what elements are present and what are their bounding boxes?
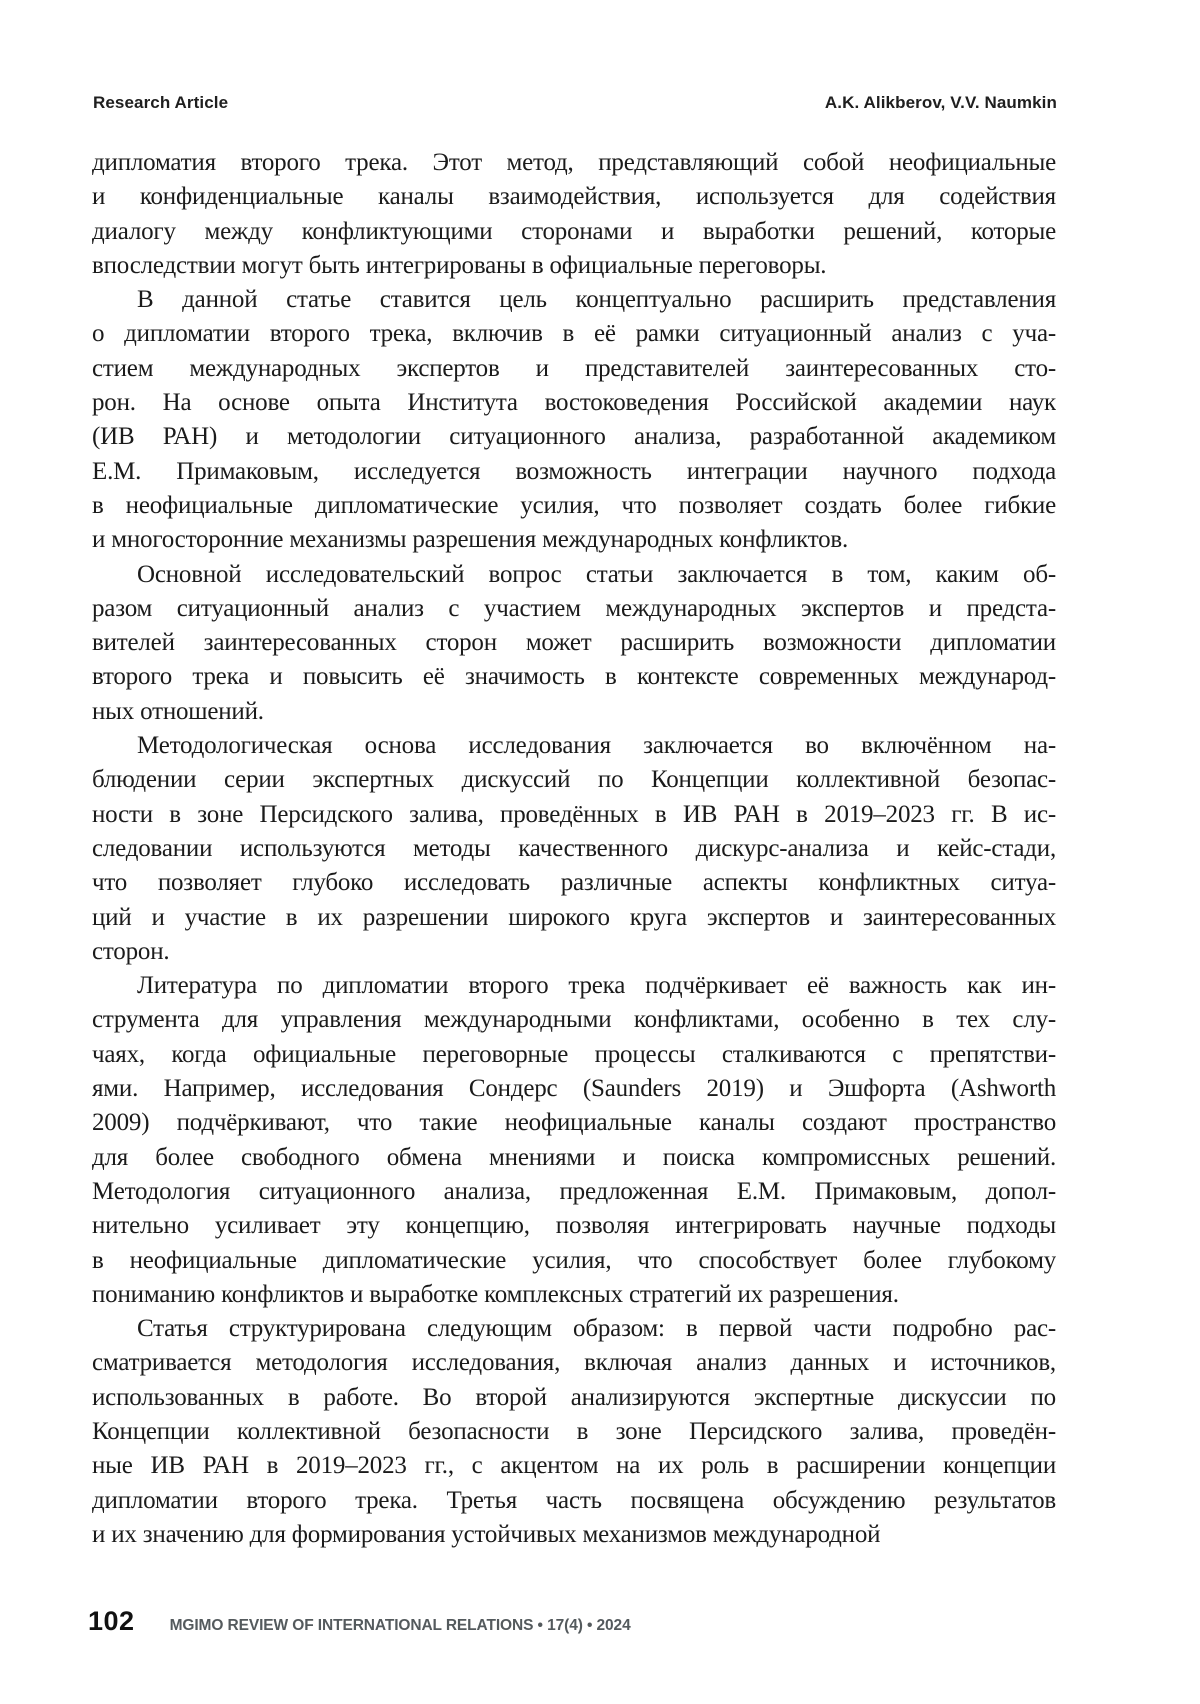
text-line: диалогу между конфликтующими сторонами и выработки решений, которые <box>92 217 1056 245</box>
text-line: впоследствии могут быть интегрированы в официальные переговоры. <box>92 251 827 279</box>
text-line: (ИВ РАН) и методологии ситуационного анализа, разработанной академиком <box>92 423 1056 451</box>
article-body <box>92 146 1056 1552</box>
text-line: следовании используются методы качественного дискурс-анализа и кейс-стади, <box>92 834 1056 862</box>
text-line: Методология ситуационного анализа, предложенная Е.М. Примаковым, допол- <box>92 1177 1056 1205</box>
text-line: в неофициальные дипломатические усилия, что способствует более глубокому <box>92 1246 1056 1274</box>
text-line: и конфиденциальные каналы взаимодействия, используется для содействия <box>92 183 1056 211</box>
text-line: нительно усиливает эту концепцию, позволяя интегрировать научные подходы <box>92 1212 1056 1240</box>
text-line: ций и участие в их разрешении широкого круга экспертов и заинтересованных <box>92 903 1056 931</box>
page-footer <box>88 1606 631 1637</box>
text-line: и многосторонние механизмы разрешения международных конфликтов. <box>92 526 849 554</box>
text-line: сматривается методология исследования, включая анализ данных и источников, <box>92 1349 1056 1377</box>
text-line: вителей заинтересованных сторон может расширить возможности дипломатии <box>92 629 1056 657</box>
running-header <box>93 93 1057 113</box>
text-line: Концепции коллективной безопасности в зоне Персидского залива, проведён- <box>92 1417 1056 1445</box>
text-line: Основной исследовательский вопрос статьи заключается в том, каким об- <box>137 560 1056 588</box>
text-line: рон. На основе опыта Института востоковедения Российской академии наук <box>92 389 1056 417</box>
text-line: и их значению для формирования устойчивых механизмов международной <box>92 1520 881 1548</box>
text-line: Литература по дипломатии второго трека подчёркивает её важность как ин- <box>137 972 1056 1000</box>
text-line: сторон. <box>92 937 170 965</box>
text-line: 2009) подчёркивают, что такие неофициальные каналы создают пространство <box>92 1109 1056 1137</box>
text-line: стием международных экспертов и представителей заинтересованных сто- <box>92 354 1056 382</box>
text-line: Е.М. Примаковым, исследуется возможность интеграции научного подхода <box>92 457 1056 485</box>
text-line: дипломатия второго трека. Этот метод, представляющий собой неофициальные <box>92 149 1056 176</box>
page-number: 102 <box>88 1606 135 1636</box>
text-line: Статья структурирована следующим образом: в первой части подробно рас- <box>137 1315 1056 1343</box>
text-line: использованных в работе. Во второй анализируются экспертные дискуссии по <box>92 1383 1056 1411</box>
text-line: ные ИВ РАН в 2019–2023 гг., с акцентом на их роль в расширении концепции <box>92 1452 1056 1480</box>
journal-running-title: MGIMO REVIEW OF INTERNATIONAL RELATIONS • 17(4) • 2024 <box>169 1617 631 1634</box>
text-line: пониманию конфликтов и выработке комплексных стратегий их разрешения. <box>92 1280 899 1308</box>
text-line: о дипломатии второго трека, включив в её рамки ситуационный анализ с уча- <box>92 320 1056 348</box>
header-authors: A.K. Alikberov, V.V. Naumkin <box>824 93 1057 112</box>
text-line: второго трека и повысить её значимость в контексте современных международ- <box>92 663 1056 691</box>
text-line: ями. Например, исследования Сондерс (Saunders 2019) и Эшфорта (Ashworth <box>92 1075 1056 1103</box>
text-line: блюдении серии экспертных дискуссий по Концепции коллективной безопас- <box>92 766 1056 794</box>
text-line: Методологическая основа исследования заключается во включённом на- <box>137 732 1056 760</box>
text-line: ных отношений. <box>92 697 264 725</box>
text-line: разом ситуационный анализ с участием международных экспертов и предста- <box>92 594 1056 622</box>
text-line: струмента для управления международными конфликтами, особенно в тех слу- <box>92 1006 1056 1034</box>
text-line: ности в зоне Персидского залива, проведённых в ИВ РАН в 2019–2023 гг. В ис- <box>92 800 1056 828</box>
text-line: что позволяет глубоко исследовать различные аспекты конфликтных ситуа- <box>92 869 1056 897</box>
text-line: чаях, когда официальные переговорные процессы сталкиваются с препятстви- <box>92 1040 1056 1068</box>
text-line: В данной статье ставится цель концептуально расширить представления <box>137 286 1056 314</box>
text-line: для более свободного обмена мнениями и поиска компромиссных решений. <box>92 1143 1056 1171</box>
text-line: дипломатии второго трека. Третья часть посвящена обсуждению результатов <box>92 1486 1056 1514</box>
text-line: в неофициальные дипломатические усилия, что позволяет создать более гибкие <box>92 491 1056 519</box>
header-article-type: Research Article <box>93 93 229 112</box>
